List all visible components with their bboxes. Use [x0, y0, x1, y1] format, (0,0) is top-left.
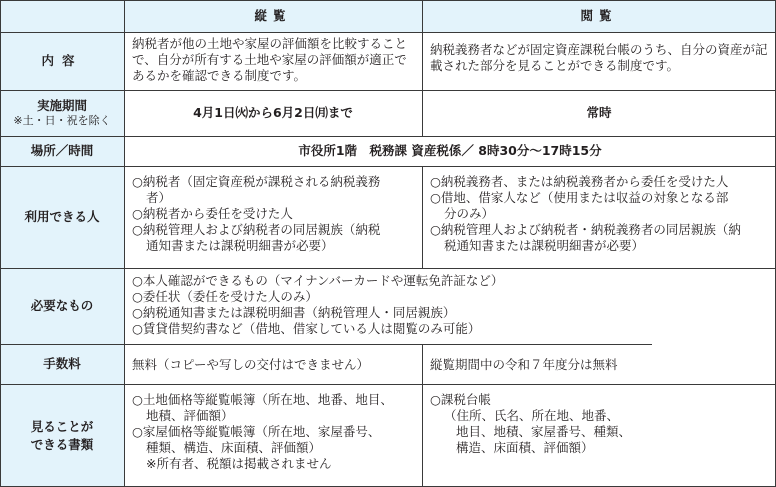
- label-period: [0, 90, 124, 136]
- label-needed: 必要なもの: [0, 268, 124, 344]
- fee-juran: 無料（コピーや写しの交付はできません）: [132, 357, 370, 372]
- header-etsuran: 閲覧: [422, 0, 776, 32]
- period-label: 実施期間: [36, 98, 87, 113]
- header-juran: 縦覧: [124, 0, 422, 32]
- label-fee: 手数料: [0, 344, 124, 384]
- users-etsuran: ○納税義務者、または納税義務者から委任を受けた人 ○借地、借家人など（使用または収益の対象となる部 分のみ） ○納税管理人および納税者・納税義務者の同居親族（納 税通知書または課税明細書が必要）: [430, 174, 741, 253]
- grid-line: [0, 0, 1, 487]
- naiyo-etsuran: 納税義務者などが固定資産課税台帳のうち、自分の資産が記載された部分を見ることができる制度です。: [430, 42, 768, 73]
- grid-line: [0, 384, 776, 385]
- docs-juran: ○土地価格等縦覧帳簿（所在地、地番、地目、 地積、評価額） ○家屋価格等縦覧帳簿（所在地、家屋番号、 種類、構造、床面積、評価額） ※所有者、税額は掲載されません: [132, 392, 393, 471]
- period-juran: 4月1日㈫から6月2日㈪まで: [193, 105, 353, 120]
- grid-line: [0, 32, 776, 33]
- grid-line: [422, 344, 423, 487]
- grid-line: [0, 344, 652, 345]
- fee-etsuran: 縦覧期間中の令和７年度分は無料: [430, 357, 618, 372]
- grid-line: [0, 136, 776, 137]
- label-place: 場所／時間: [0, 136, 124, 166]
- docs-label-line1: 見ることが: [30, 418, 94, 434]
- label-naiyo: 内容: [0, 32, 124, 90]
- label-users: 利用できる人: [0, 166, 124, 268]
- grid-line: [422, 0, 423, 136]
- needed-list: ○本人確認ができるもの（マイナンバーカードや運転免許証など） ○委任状（委任を受けた人のみ） ○納税通知書または課税明細書（納税管理人・同居親族） ○賃貸借契約書など（借地、借家している人は閲覧のみ可能）: [132, 273, 504, 336]
- header-corner: [0, 0, 124, 32]
- docs-etsuran: ○課税台帳 （住所、氏名、所在地、地番、 地目、地積、家屋番号、種類、 構造、床面積、評価額）: [430, 392, 632, 455]
- grid-line: [0, 268, 776, 269]
- grid-line: [124, 0, 125, 487]
- label-docs: [0, 384, 124, 487]
- grid-line: [0, 0, 776, 1]
- period-etsuran: 常時: [586, 105, 612, 120]
- naiyo-juran: 納税者が他の土地や家屋の評価額を比較することで、自分が所有する土地や家屋の評価額が適正であるかを確認できる制度です。: [132, 36, 408, 83]
- period-note: ※土・日・祝を除く: [13, 114, 111, 127]
- users-juran: ○納税者（固定資産税が課税される納税義務 者） ○納税者から委任を受けた人 ○納税管理人および納税者の同居親族（納税 通知書または課税明細書が必要）: [132, 174, 381, 253]
- docs-label-line2: できる書類: [30, 436, 94, 452]
- grid-line: [0, 166, 776, 167]
- grid-line: [422, 166, 423, 268]
- place-value: 市役所1階 税務課 資産税係／ 8時30分～17時15分: [298, 143, 602, 158]
- grid-line: [0, 90, 776, 91]
